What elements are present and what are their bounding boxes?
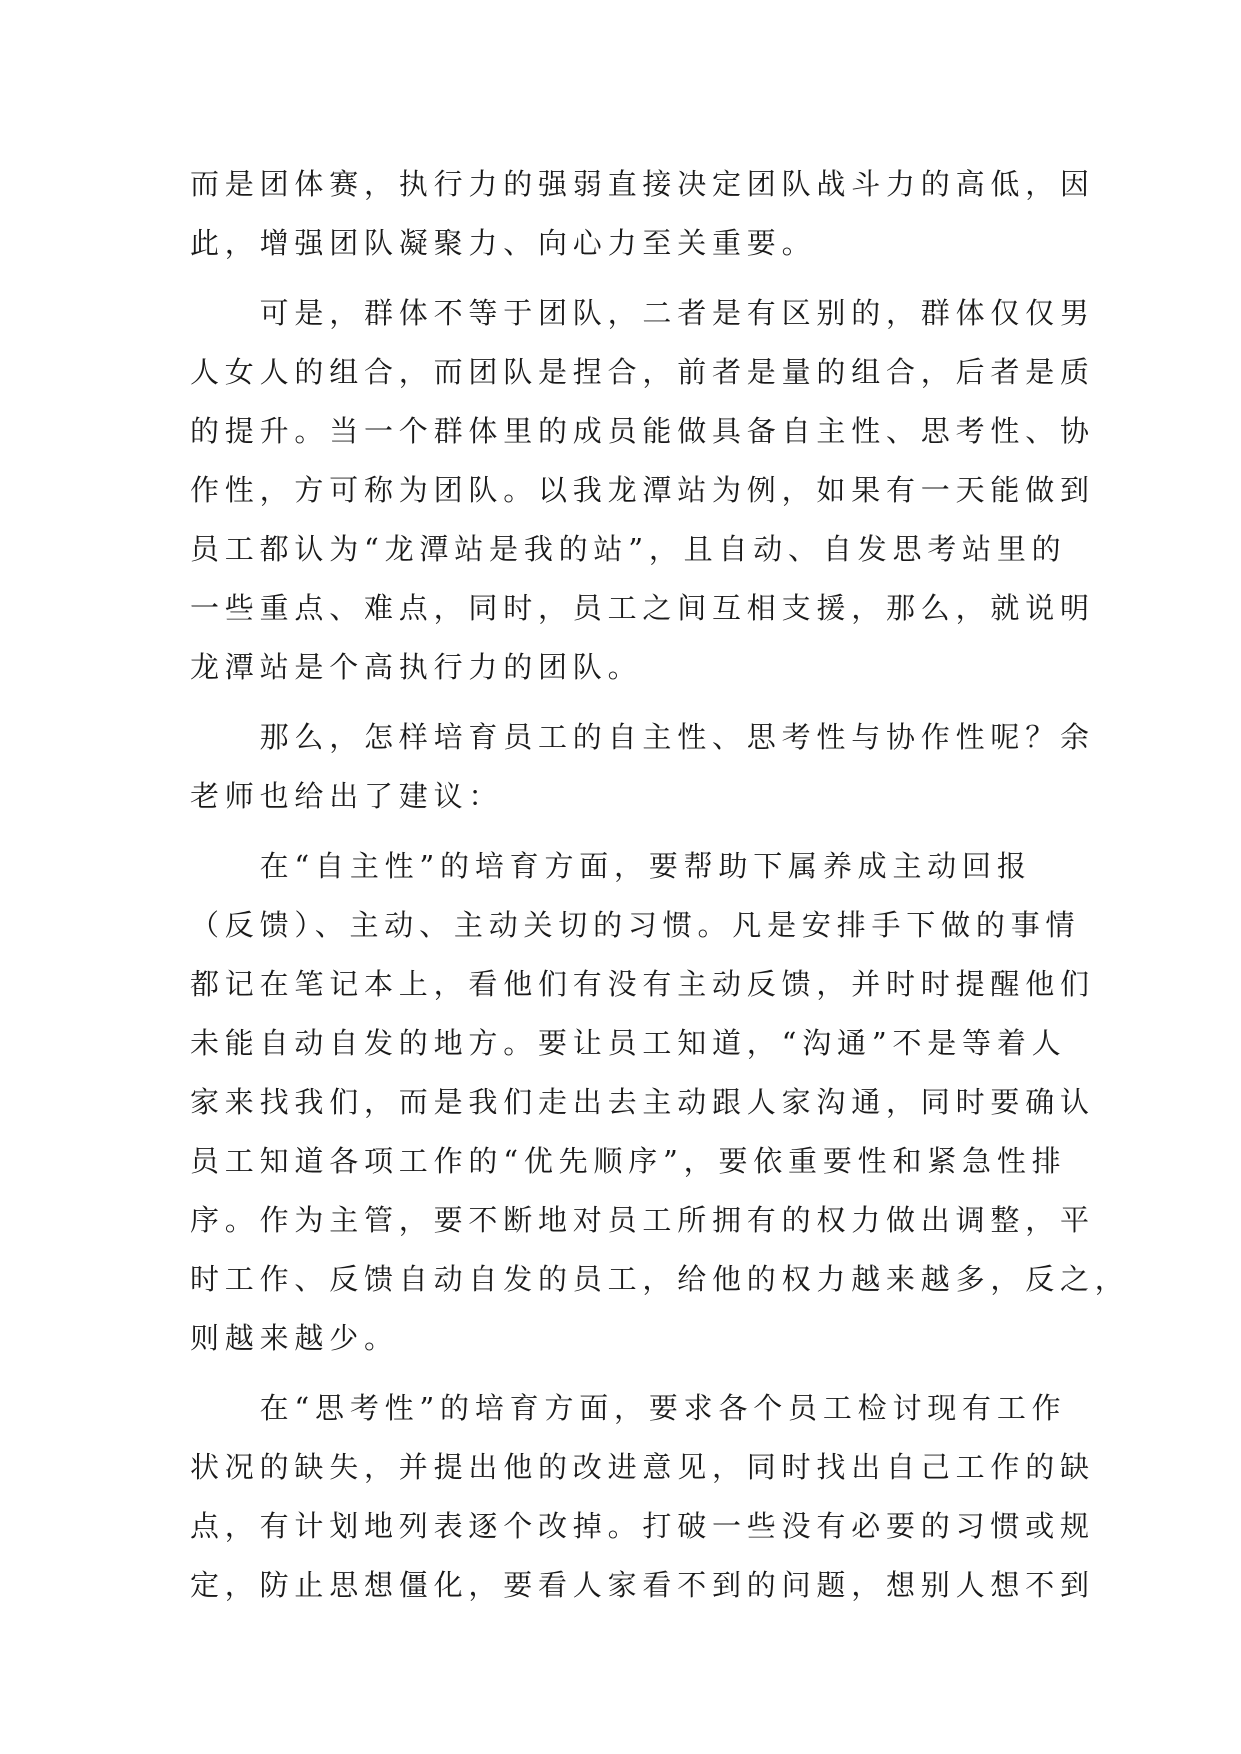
text-line: 序。作为主管，要不断地对员工所拥有的权力做出调整，平 (190, 1203, 1095, 1237)
text-line: 此，增强团队凝聚力、向心力至关重要。 (190, 226, 817, 260)
text-line: 在“思考性”的培育方面，要求各个员工检讨现有工作 (190, 1391, 1067, 1425)
text-line: 那么，怎样培育员工的自主性、思考性与协作性呢？余 (190, 720, 1095, 754)
text-line: 员工都认为“龙潭站是我的站”，且自动、自发思考站里的 (190, 532, 1067, 566)
text-line: 老师也给出了建议： (190, 779, 504, 813)
text-line: 龙潭站是个高执行力的团队。 (190, 650, 643, 684)
text-line: 则越来越少。 (190, 1321, 399, 1355)
text-line: 员工知道各项工作的“优先顺序”，要依重要性和紧急性排 (190, 1144, 1067, 1178)
text-line: 可是，群体不等于团队，二者是有区别的，群体仅仅男 (190, 296, 1095, 330)
text-line: 都记在笔记本上，看他们有没有主动反馈，并时时提醒他们 (190, 967, 1095, 1001)
text-line: 一些重点、难点，同时，员工之间互相支援，那么，就说明 (190, 591, 1095, 625)
text-line: 时工作、反馈自动自发的员工，给他的权力越来越多，反之， (190, 1262, 1130, 1296)
text-line: 家来找我们，而是我们走出去主动跟人家沟通，同时要确认 (190, 1085, 1095, 1119)
text-line: 而是团体赛，执行力的强弱直接决定团队战斗力的高低，因 (190, 167, 1095, 201)
text-line: （反馈）、主动、主动关切的习惯。凡是安排手下做的事情 (190, 908, 1081, 942)
text-line: 定，防止思想僵化，要看人家看不到的问题，想别人想不到 (190, 1568, 1095, 1602)
text-line: 在“自主性”的培育方面，要帮助下属养成主动回报 (190, 849, 1032, 883)
text-line: 人女人的组合，而团队是捏合，前者是量的组合，后者是质 (190, 355, 1095, 389)
text-line: 未能自动自发的地方。要让员工知道，“沟通”不是等着人 (190, 1026, 1067, 1060)
text-line: 的提升。当一个群体里的成员能做具备自主性、思考性、协 (190, 414, 1095, 448)
text-line: 点，有计划地列表逐个改掉。打破一些没有必要的习惯或规 (190, 1509, 1095, 1543)
text-line: 状况的缺失，并提出他的改进意见，同时找出自己工作的缺 (190, 1450, 1095, 1484)
text-line: 作性，方可称为团队。以我龙潭站为例，如果有一天能做到 (190, 473, 1095, 507)
document-body (190, 155, 1130, 1615)
